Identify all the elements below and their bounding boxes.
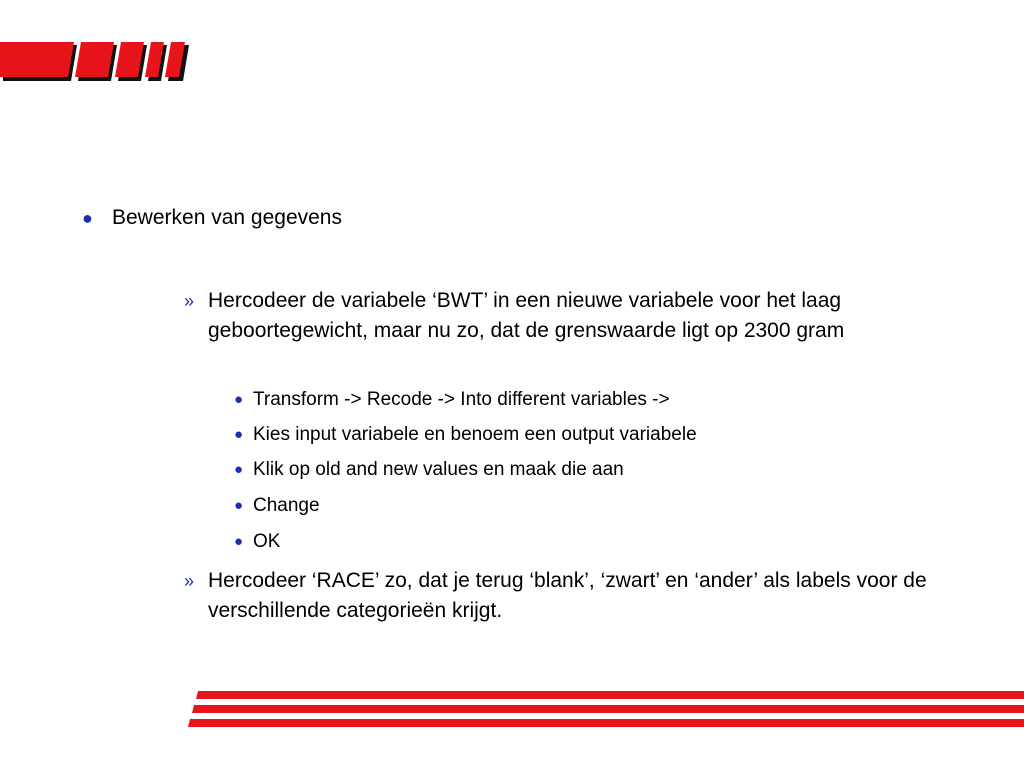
red-stripes-decoration xyxy=(185,688,1024,730)
bullet-dot-icon: ● xyxy=(234,461,244,478)
bullet-dot-icon: ● xyxy=(234,533,244,550)
step-text: OK xyxy=(253,531,281,552)
red-bars-logo xyxy=(0,40,192,82)
step-text: Klik op old and new values en maak die aan xyxy=(253,459,624,480)
bullet-dot-icon: ● xyxy=(82,208,93,228)
bullet-dot-icon: ● xyxy=(234,391,244,408)
subitem-recode-bwt-text: Hercodeer de variabele ‘BWT’ in een nieuwe variabele voor het laag geboortegewicht, maar nu zo, dat de grenswaarde ligt op 2300 gram xyxy=(208,289,845,342)
bullet-dot-icon: ● xyxy=(234,426,244,443)
step-text: Kies input variabele en benoem een output variabele xyxy=(253,424,697,445)
step-item xyxy=(234,422,697,448)
red-stripe xyxy=(196,691,1024,699)
guillemet-marker-icon: » xyxy=(184,291,195,311)
step-text: Change xyxy=(253,495,320,516)
subitem-recode-race-text: Hercodeer ‘RACE’ zo, dat je terug ‘blank’, ‘zwart’ en ‘ander’ als labels voor de verschillende categorieën krijgt. xyxy=(208,569,927,622)
subitem-recode-race xyxy=(184,566,944,626)
bullet-dot-icon: ● xyxy=(234,497,244,514)
step-text: Transform -> Recode -> Into different variables -> xyxy=(253,389,670,410)
red-stripe xyxy=(188,719,1024,727)
bullet-level1-text: Bewerken van gegevens xyxy=(112,206,342,229)
bullet-level1 xyxy=(82,203,342,233)
subitem-recode-bwt xyxy=(184,286,944,346)
red-stripe xyxy=(192,705,1024,713)
step-item xyxy=(234,457,624,483)
step-item xyxy=(234,493,320,519)
step-item xyxy=(234,387,670,413)
logo-red xyxy=(0,42,185,77)
step-item xyxy=(234,529,280,555)
guillemet-marker-icon: » xyxy=(184,571,195,591)
